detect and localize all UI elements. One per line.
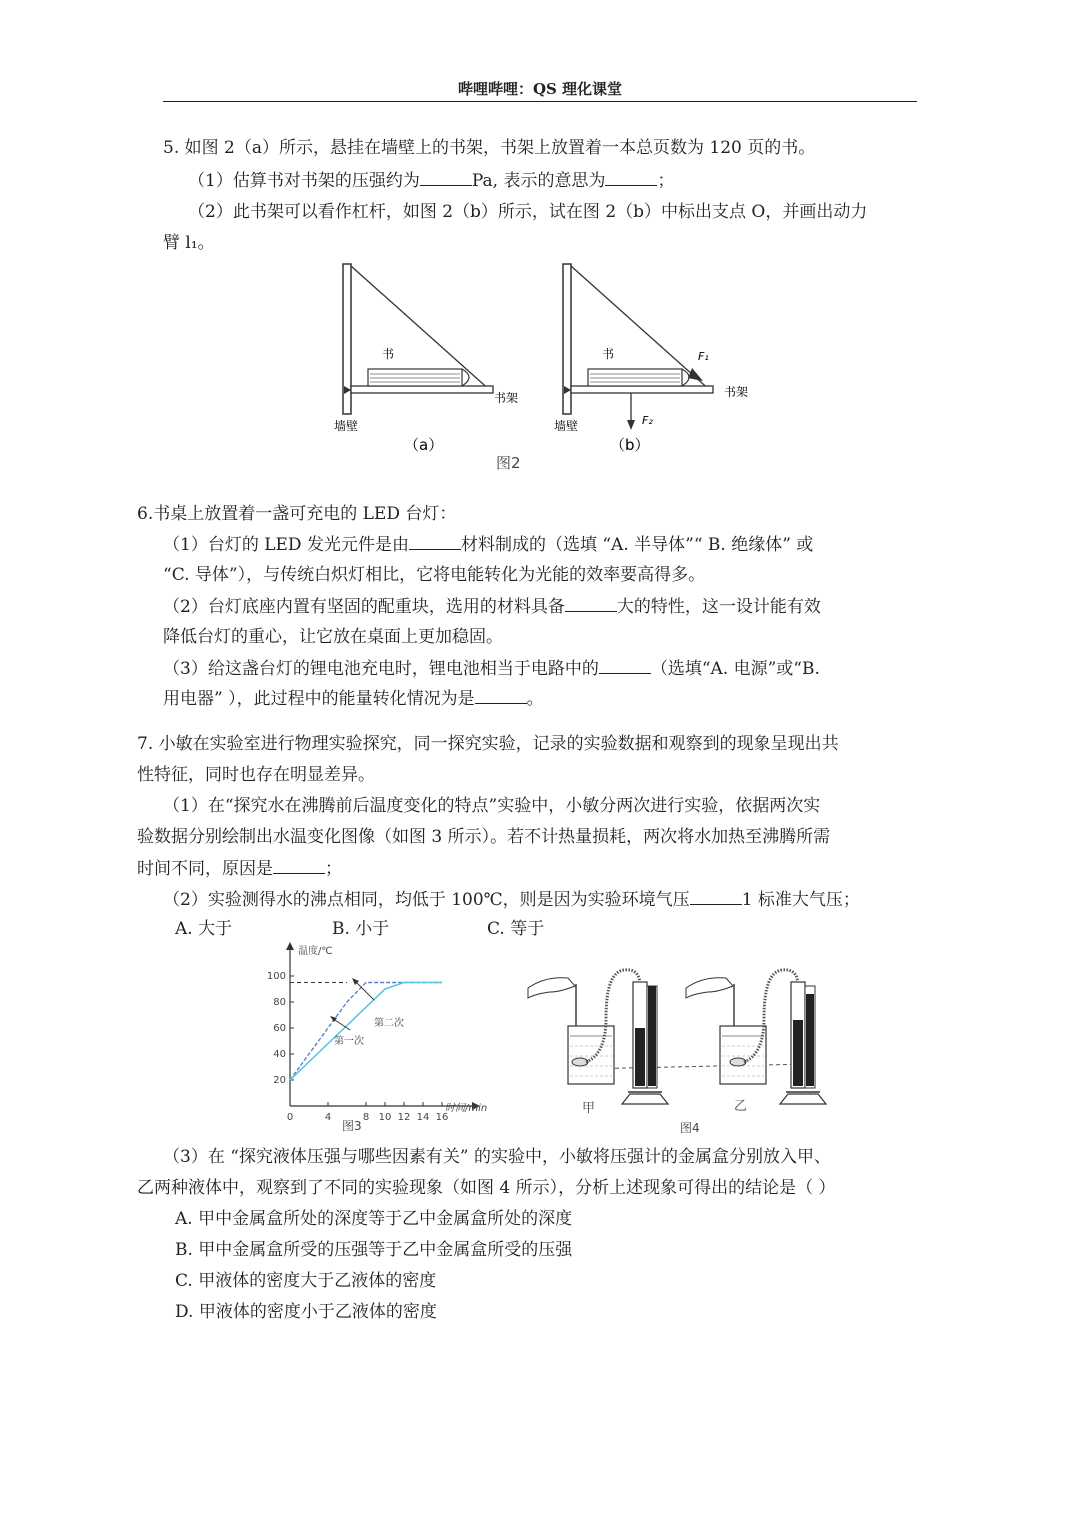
q7-choice-a: A. 甲中金属盒所处的深度等于乙中金属盒所处的深度 [175,1209,573,1229]
shelf-label-a: 书架 [494,391,519,405]
beaker-yi [720,1026,766,1084]
q6-part3-text-b: （选填“A. 电源”或“B. [650,659,820,679]
force-f2-label: F₂ [642,414,653,427]
q7-option-a: A. 大于 [175,919,233,939]
force-f1-arrow [688,368,703,381]
q5-stem: 5. 如图 2（a）所示，悬挂在墙壁上的书架，书架上放置着一本总页数为 120 页的书。 [163,138,816,158]
hand-yi-icon [686,978,733,998]
figure-3-temperature-chart [262,940,502,1136]
q6-part1 [163,533,813,556]
x-tick-label: 10 [378,1112,392,1123]
x-tick-label: 8 [362,1112,370,1123]
stand-yi [780,1094,826,1104]
answer-blank[interactable] [409,533,461,550]
q5-part1-text-c: ； [657,171,675,191]
shelf-board-a [351,386,493,393]
subfig-b-label: （b） [610,436,650,454]
q6-part3-text-d: 。 [526,689,544,709]
beaker-jia [568,1026,614,1084]
y-axis-label: 温度/℃ [298,946,333,957]
figure-2-caption: 图2 [496,454,521,472]
q6-part2-line2: 降低台灯的重心，让它放在桌面上更加稳固。 [163,627,503,647]
series-second-line [290,983,442,1081]
answer-blank[interactable] [599,657,651,674]
x-axis-label: 时间/min [445,1103,488,1114]
x-tick-label: 12 [397,1112,411,1123]
series-second-label: 第二次 [374,1018,404,1029]
y-tick-label: 100 [266,971,286,982]
stand-jia [622,1094,668,1104]
q7-option-b: B. 小于 [332,919,390,939]
q7-choice-c: C. 甲液体的密度大于乙液体的密度 [175,1271,437,1291]
setup-yi [686,970,826,1104]
answer-blank[interactable] [565,595,617,612]
figure-3-caption: 图3 [342,1119,362,1133]
q7-part2-text-a: （2）实验测得水的沸点相同，均低于 100℃，则是因为实验环境气压 [163,890,690,910]
q6-part3-text-c: 用电器” ），此过程中的能量转化情况为是 [163,689,475,709]
y-tick-label: 20 [273,1075,286,1086]
wall-label-a: 墙壁 [334,419,359,433]
figure-4-caption: 图4 [680,1121,700,1135]
q7-part1-line2: 验数据分别绘制出水温变化图像（如图 3 所示）。若不计热量损耗，两次将水加热至沸腾所需 [137,827,831,847]
answer-blank[interactable] [605,169,657,186]
y-tick-label: 80 [273,997,286,1008]
answer-blank[interactable] [273,857,325,874]
metal-box-jia [572,1058,588,1066]
answer-blank[interactable] [475,687,527,704]
y-tick-label: 40 [273,1049,286,1060]
figure-4-pressure-gauge [520,958,830,1138]
shelf-label-b: 书架 [724,385,749,399]
header-rule [163,101,917,102]
shelf-board-b [571,386,713,393]
series-first-line [290,983,442,1081]
force-f2-arrow [627,420,635,430]
q7-part3-line2: 乙两种液体中，观察到了不同的实验现象（如图 4 所示），分析上述现象可得出的结论是（ ） [137,1178,836,1198]
q7-part2-text-b: 1 标准大气压； [741,890,860,910]
q7-stem-line1: 7. 小敏在实验室进行物理实验探究，同一探究实验，记录的实验数据和观察到的现象呈现出共 [137,734,839,754]
subfig-a-label: （a） [404,436,444,454]
q6-part1-line2: “C. 导体”），与传统白炽灯相比，它将电能转化为光能的效率要高得多。 [163,565,706,585]
q6-part3-text-a: （3）给这盏台灯的锂电池充电时，锂电池相当于电路中的 [163,659,599,679]
q7-choice-b: B. 甲中金属盒所受的压强等于乙中金属盒所受的压强 [175,1240,573,1260]
q7-choice-d: D. 甲液体的密度小于乙液体的密度 [175,1302,437,1322]
q6-part2-text-a: （2）台灯底座内置有坚固的配重块，选用的材料具备 [163,597,565,617]
q7-part2 [163,888,860,911]
q7-option-c: C. 等于 [487,919,545,939]
x-tick-label: 14 [416,1112,430,1123]
q6-part1-text-a: （1）台灯的 LED 发光元件是由 [163,535,409,555]
answer-blank[interactable] [420,169,472,186]
series-first-label: 第一次 [334,1036,364,1047]
q7-part1-text-d: ； [325,859,342,879]
book-label-a: 书 [382,347,395,361]
force-f1-label: F₁ [698,350,709,363]
q6-part2 [163,595,821,618]
label-yi: 乙 [734,1099,748,1114]
page-header: 哔哩哔哩：QS 理化课堂 [457,80,623,98]
q6-part1-text-b: 材料制成的（选填 “A. 半导体”“ B. 绝缘体” 或 [460,535,814,555]
setup-jia [528,970,668,1104]
x-tick-label: 0 [286,1112,294,1123]
q7-stem-line2: 性特征，同时也存在明显差异。 [137,765,375,785]
hand-jia-icon [528,978,575,998]
q5-part1-text-b: Pa, 表示的意思为 [471,171,606,191]
book-label-b: 书 [602,347,615,361]
metal-box-yi [730,1058,746,1066]
q6-part3-line2 [163,687,544,710]
q7-part3-line1: （3）在 “探究液体压强与哪些因素有关” 的实验中，小敏将压强计的金属盒分别放入甲、 [163,1147,832,1167]
q5-part1 [188,169,674,192]
book-b [588,369,682,386]
q5-part2-line2: 臂 l₁。 [163,233,215,253]
book-a [368,369,462,386]
q6-stem: 6.书桌上放置着一盏可充电的 LED 台灯： [137,504,457,524]
x-tick-label: 16 [435,1112,449,1123]
y-tick-label: 60 [273,1023,286,1034]
q5-part2-line1: （2）此书架可以看作杠杆，如图 2（b）所示，试在图 2（b）中标出支点 O，并画出动力 [188,202,868,222]
q7-part1-line1: （1）在“探究水在沸腾前后温度变化的特点”实验中，小敏分两次进行实验，依据两次实 [163,796,821,816]
q5-part1-text-a: （1）估算书对书架的压强约为 [188,171,420,191]
wall-label-b: 墙壁 [554,419,579,433]
q7-part1-text-c: 时间不同，原因是 [137,859,273,879]
q6-part2-text-b: 大的特性，这一设计能有效 [616,597,821,617]
label-jia: 甲 [582,1101,596,1116]
x-tick-label: 4 [324,1112,332,1123]
figure-2-bookshelf [320,258,760,478]
q7-part1-line3 [137,857,342,880]
q6-part3 [163,657,820,680]
answer-blank[interactable] [690,888,742,905]
